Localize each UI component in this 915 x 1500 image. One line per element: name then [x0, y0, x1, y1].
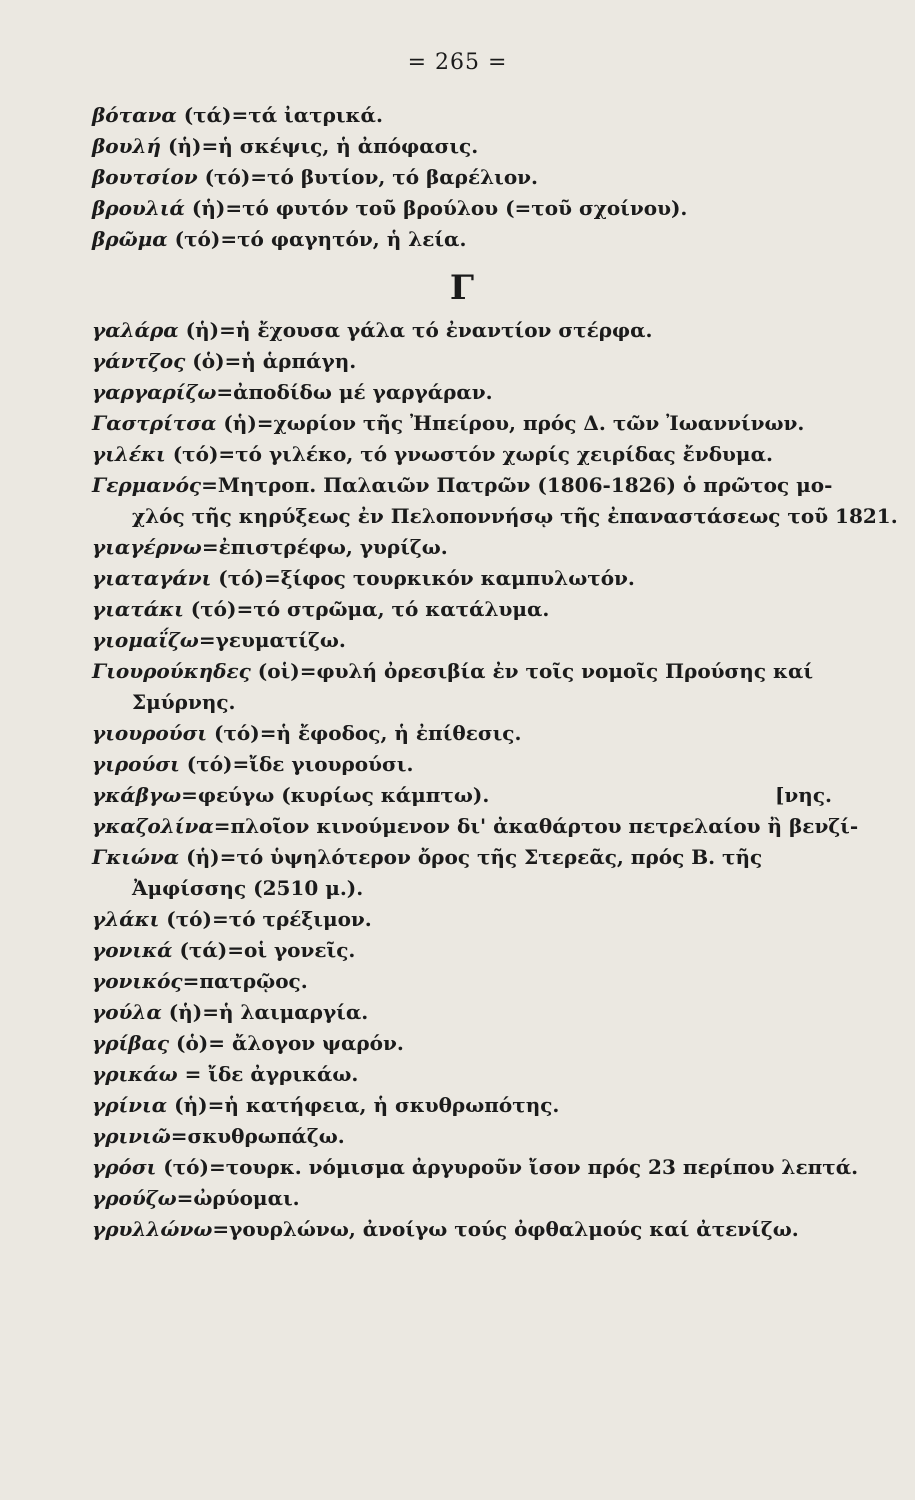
- glossary-entry: [92, 780, 832, 811]
- glossary-entry: [92, 1183, 832, 1214]
- glossary-entry: [92, 1214, 832, 1245]
- entry-definition: (ἡ)=τό ὑψηλότερον ὄρος τῆς Στερεᾶς, πρός Β. τῆς: [179, 845, 763, 869]
- entry-definition: (τό)=τό βυτίον, τό βαρέλιον.: [197, 165, 539, 189]
- glossary-entry: [92, 100, 832, 131]
- entry-headword: Γαστρίτσα: [92, 411, 217, 435]
- entry-definition: =πατρῷος.: [182, 969, 308, 993]
- entry-definition: (τά)=τά ἰατρικά.: [176, 103, 383, 127]
- entry-definition: =σκυθρωπάζω.: [170, 1124, 345, 1148]
- glossary-entry: [92, 904, 832, 935]
- entry-definition: =ἀποδίδω μέ γαργάραν.: [216, 380, 493, 404]
- entry-definition: (ἡ)=ἡ ἔχουσα γάλα τό ἐναντίον στέρφα.: [178, 318, 653, 342]
- entry-headword: γονικός: [92, 969, 183, 993]
- glossary-entry: [92, 346, 832, 377]
- entry-headword: γιαγέρνω: [92, 535, 202, 559]
- glossary-entry: [92, 594, 832, 625]
- glossary-entry: [92, 656, 832, 687]
- glossary-entry: [92, 532, 832, 563]
- glossary-entry: [92, 1152, 859, 1183]
- entry-definition: (τό)=ξίφος τουρκικόν καμπυλωτόν.: [211, 566, 635, 590]
- entry-definition: =πλοῖον κινούμενον δι' ἀκαθάρτου πετρελαίου ἢ βενζί-: [213, 814, 859, 838]
- section-heading-gamma: Γ: [449, 268, 475, 308]
- entry-definition: (ἡ)=ἡ σκέψις, ἡ ἀπόφασις.: [161, 134, 479, 158]
- entry-definition: (ἡ)=ἡ κατήφεια, ἡ σκυθρωπότης.: [167, 1093, 560, 1117]
- entry-headword: γιουρούσι: [92, 721, 208, 745]
- glossary-entry: [92, 131, 832, 162]
- entry-definition: =γουρλώνω, ἀνοίγω τούς ὀφθαλμούς καί ἀτενίζω.: [212, 1217, 799, 1241]
- glossary-entry: [92, 563, 832, 594]
- glossary-entry: [92, 842, 832, 873]
- glossary-entry: [92, 377, 832, 408]
- entry-definition: (τό)=τό τρέξιμον.: [159, 907, 372, 931]
- entry-headword: γλάκι: [92, 907, 160, 931]
- glossary-entry: [92, 873, 832, 904]
- entry-headword: βρῶμα: [92, 227, 168, 251]
- glossary-entry: [92, 439, 832, 470]
- entry-headword: γρυλλώνω: [92, 1217, 213, 1241]
- glossary-entry: [92, 749, 832, 780]
- entry-headword: γρούζω: [92, 1186, 177, 1210]
- glossary-entry: [92, 501, 898, 532]
- entry-definition: (ὁ)=ἡ ἁρπάγη.: [185, 349, 357, 373]
- entry-headword: Γιουρούκηδες: [92, 659, 251, 683]
- glossary-entry: [92, 1121, 832, 1152]
- entry-definition: Σμύρνης.: [132, 690, 236, 714]
- entry-definition: χλός τῆς κηρύξεως ἐν Πελοποννήσῳ τῆς ἐπαναστάσεως τοῦ 1821.: [132, 504, 898, 528]
- glossary-text: [92, 100, 898, 1245]
- entries-gamma: [92, 315, 898, 1245]
- glossary-entry: [92, 193, 832, 224]
- entry-headword: γρινιῶ: [92, 1124, 171, 1148]
- glossary-entry: [92, 966, 832, 997]
- glossary-entry: [92, 1059, 832, 1090]
- glossary-entry: [92, 224, 832, 255]
- entry-headword: γκάβγω: [92, 783, 182, 807]
- entry-definition: (τά)=οἱ γονεῖς.: [172, 938, 356, 962]
- glossary-entry: [92, 408, 832, 439]
- glossary-entry: [92, 162, 832, 193]
- entry-definition: (τό)=τό φαγητόν, ἡ λεία.: [167, 227, 467, 251]
- entry-headword: γρικάω: [92, 1062, 178, 1086]
- entry-headword: γρόσι: [92, 1155, 157, 1179]
- entry-definition: = ἴδε ἀγρικάω.: [177, 1062, 359, 1086]
- entry-headword: βρουλιά: [92, 196, 185, 220]
- entry-definition: (τό)=ἡ ἔφοδος, ἡ ἐπίθεσις.: [207, 721, 522, 745]
- entry-definition: (ἡ)=τό φυτόν τοῦ βρούλου (=τοῦ σχοίνου).: [184, 196, 688, 220]
- entries-top: [92, 100, 832, 255]
- entry-headword: βότανα: [92, 103, 177, 127]
- entry-headword: γούλα: [92, 1000, 162, 1024]
- entry-headword: Γερμανός: [92, 473, 202, 497]
- entry-headword: γαργαρίζω: [92, 380, 217, 404]
- entry-definition: =ὠρύομαι.: [176, 1186, 300, 1210]
- entry-definition: =Μητροπ. Παλαιῶν Πατρῶν (1806-1826) ὁ πρῶτος μο-: [201, 473, 833, 497]
- entry-headword: γιομαΐζω: [92, 628, 199, 652]
- entry-definition: =φεύγω (κυρίως κάμπτω).: [181, 783, 490, 807]
- entry-headword: γρίνια: [92, 1093, 168, 1117]
- entry-headword: γρίβας: [92, 1031, 170, 1055]
- glossary-entry: [92, 935, 832, 966]
- entry-headword: γιλέκι: [92, 442, 166, 466]
- entry-definition: (ἡ)=χωρίον τῆς Ἠπείρου, πρός Δ. τῶν Ἰωαννίνων.: [216, 411, 805, 435]
- glossary-entry: [92, 315, 832, 346]
- entry-definition: (οἱ)=φυλή ὀρεσιβία ἐν τοῖς νομοῖς Προύσης καί: [250, 659, 814, 683]
- entry-headword: γιαταγάνι: [92, 566, 212, 590]
- entry-definition: =γευματίζω.: [198, 628, 346, 652]
- entry-definition: (τό)=τό γιλέκο, τό γνωστόν χωρίς χειρίδας ἔνδυμα.: [165, 442, 773, 466]
- glossary-entry: [92, 997, 832, 1028]
- entry-headword: γιρούσι: [92, 752, 180, 776]
- glossary-entry: [92, 1090, 832, 1121]
- page-number: = 265 =: [407, 50, 508, 75]
- entry-headword: γονικά: [92, 938, 173, 962]
- entry-definition: (τό)=τουρκ. νόμισμα ἀργυροῦν ἴσον πρός 23 περίπου λεπτά.: [156, 1155, 859, 1179]
- entry-definition: Ἀμφίσσης (2510 μ.).: [132, 876, 364, 900]
- glossary-entry: [92, 625, 832, 656]
- entry-headword: Γκιώνα: [92, 845, 180, 869]
- glossary-entry: [92, 718, 832, 749]
- entry-headword: γαλάρα: [92, 318, 179, 342]
- entry-headword: γιατάκι: [92, 597, 184, 621]
- entry-headword: βουλή: [92, 134, 162, 158]
- glossary-entry: [92, 687, 832, 718]
- entry-headword: βουτσίον: [92, 165, 198, 189]
- entry-definition: =ἐπιστρέφω, γυρίζω.: [201, 535, 448, 559]
- glossary-entry: [92, 470, 832, 501]
- glossary-entry: [92, 1028, 832, 1059]
- entry-definition: (τό)=τό στρῶμα, τό κατάλυμα.: [183, 597, 550, 621]
- entry-definition: (τό)=ἴδε γιουρούσι.: [179, 752, 414, 776]
- entry-headword: γκαζολίνα: [92, 814, 214, 838]
- entry-definition: (ἡ)=ἡ λαιμαργία.: [161, 1000, 369, 1024]
- entry-definition: (ὁ)= ἄλογον ψαρόν.: [169, 1031, 404, 1055]
- entry-headword: γάντζος: [92, 349, 186, 373]
- glossary-entry: [92, 811, 859, 842]
- entry-continuation: [νης.: [774, 783, 832, 807]
